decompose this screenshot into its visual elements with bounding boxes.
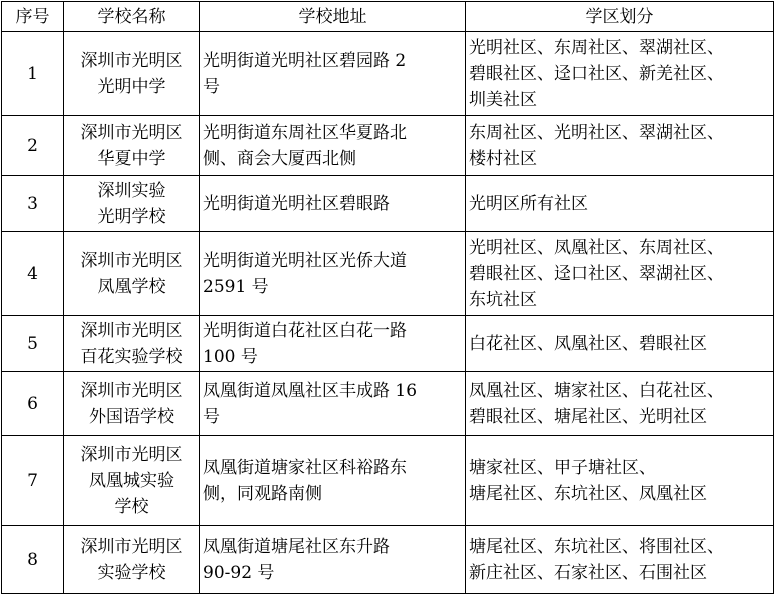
address-line: 光明街道光明社区碧园路 2 [203,50,407,71]
cell-no: 7 [2,436,64,526]
district-line: 塘尾社区、东坑社区、凤凰社区 [469,483,707,504]
address-line: 凤凰街道凤凰社区丰成路 16 [203,380,418,401]
header-school-address: 学校地址 [200,2,466,32]
header-no: 序号 [2,2,64,32]
cell-school-name [64,232,200,316]
district-line: 碧眼社区、迳口社区、新羌社区、 [469,63,724,84]
address-line: 侧，同观路南侧 [203,483,322,504]
cell-school-name [64,372,200,436]
header-district: 学区划分 [466,2,774,32]
cell-district [466,176,774,232]
address-line: 凤凰街道塘家社区科裕路东 [203,457,407,478]
name-line: 深圳市光明区 [80,380,183,401]
name-line: 凤凰城实验 [89,470,174,491]
cell-district [466,372,774,436]
name-line: 深圳市光明区 [80,444,183,465]
cell-no: 4 [2,232,64,316]
address-line: 光明街道白花社区白花一路 [203,320,407,341]
table-row [2,116,774,176]
cell-school-address [200,232,466,316]
district-line: 光明社区、凤凰社区、东周社区、 [469,237,724,258]
cell-district [466,232,774,316]
name-line: 实验学校 [97,562,166,583]
name-line: 深圳实验 [97,180,166,201]
header-school-name: 学校名称 [64,2,200,32]
address-line: 号 [203,76,220,97]
table-row [2,372,774,436]
cell-no: 2 [2,116,64,176]
district-line: 碧眼社区、迳口社区、翠湖社区、 [469,263,724,284]
cell-no: 5 [2,316,64,372]
cell-school-name [64,316,200,372]
district-line: 东周社区、光明社区、翠湖社区、 [469,122,724,143]
cell-school-address [200,526,466,594]
cell-district [466,32,774,116]
cell-school-address [200,436,466,526]
cell-school-address [200,32,466,116]
table-row [2,526,774,594]
cell-district [466,316,774,372]
name-line: 深圳市光明区 [80,536,183,557]
address-line: 100 号 [203,346,258,367]
district-line: 圳美社区 [469,89,537,110]
address-line: 2591 号 [203,276,269,297]
cell-district [466,526,774,594]
cell-no: 3 [2,176,64,232]
table-row [2,436,774,526]
district-line: 光明社区、东周社区、翠湖社区、 [469,37,724,58]
name-line: 百花实验学校 [80,346,183,367]
cell-district [466,436,774,526]
address-line: 光明街道光明社区碧眼路 [203,193,390,214]
address-line: 侧、商会大厦西北侧 [203,148,356,169]
cell-school-address [200,316,466,372]
district-line: 东坑社区 [469,289,537,310]
name-line: 深圳市光明区 [80,320,183,341]
cell-no: 1 [2,32,64,116]
district-line: 白花社区、凤凰社区、碧眼社区 [469,333,707,354]
district-line: 新庄社区、石家社区、石围社区 [469,562,707,583]
district-line: 楼村社区 [469,148,537,169]
district-line: 塘尾社区、东坑社区、将围社区、 [469,536,724,557]
header-row [2,2,774,32]
name-line: 光明中学 [97,76,166,97]
table-row [2,176,774,232]
name-line: 凤凰学校 [97,276,166,297]
cell-school-address [200,176,466,232]
cell-school-address [200,372,466,436]
table-body [2,32,774,594]
address-line: 号 [203,406,220,427]
cell-school-name [64,526,200,594]
cell-school-name [64,116,200,176]
table-row [2,232,774,316]
table-row [2,32,774,116]
district-line: 塘家社区、甲子塘社区、 [469,457,656,478]
cell-no: 6 [2,372,64,436]
cell-school-name [64,32,200,116]
cell-district [466,116,774,176]
address-line: 光明街道光明社区光侨大道 [203,250,407,271]
district-line: 碧眼社区、塘尾社区、光明社区 [469,406,707,427]
name-line: 光明学校 [97,206,166,227]
district-line: 光明区所有社区 [469,193,588,214]
name-line: 深圳市光明区 [80,50,183,71]
cell-school-address [200,116,466,176]
address-line: 凤凰街道塘尾社区东升路 [203,536,390,557]
name-line: 深圳市光明区 [80,122,183,143]
district-line: 凤凰社区、塘家社区、白花社区、 [469,380,724,401]
name-line: 学校 [114,496,149,517]
cell-school-name [64,176,200,232]
address-line: 光明街道东周社区华夏路北 [203,122,407,143]
cell-no: 8 [2,526,64,594]
table-row [2,316,774,372]
address-line: 90-92 号 [203,562,275,583]
cell-school-name [64,436,200,526]
name-line: 深圳市光明区 [80,250,183,271]
school-district-table [1,1,774,594]
name-line: 外国语学校 [89,406,174,427]
name-line: 华夏中学 [97,148,166,169]
